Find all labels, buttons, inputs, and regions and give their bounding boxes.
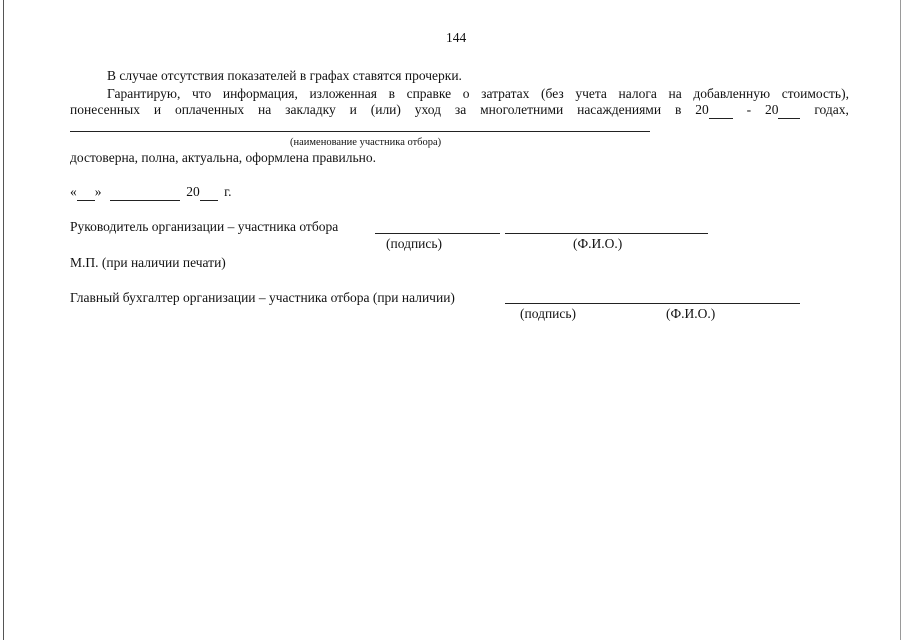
- head-name-caption: (Ф.И.О.): [573, 236, 623, 251]
- date-line: [70, 184, 232, 201]
- year-dash: -: [746, 102, 752, 117]
- year-from-blank[interactable]: [709, 102, 733, 119]
- reliability-statement: достоверна, полна, актуальна, оформлена правильно.: [70, 150, 377, 165]
- guarantee-word: на: [258, 102, 272, 117]
- guarantee-word: уход: [414, 102, 441, 117]
- year-to-field: [765, 102, 801, 119]
- guarantee-word: на: [668, 86, 682, 101]
- head-signature-caption: (подпись): [386, 236, 443, 251]
- year-to-prefix: 20: [764, 102, 779, 117]
- guarantee-word: и: [153, 102, 162, 117]
- accountant-signature-label: Главный бухгалтер организации – участника отбора (при наличии): [70, 290, 455, 305]
- head-signature-field[interactable]: [375, 233, 500, 234]
- accountant-signature-caption: (подпись): [520, 306, 577, 321]
- guarantee-word: учета: [575, 86, 607, 101]
- guarantee-word: понесенных: [70, 102, 140, 117]
- guarantee-word: информация,: [222, 86, 298, 101]
- guarantee-word: добавленную: [693, 86, 771, 101]
- guarantee-word: справке: [406, 86, 452, 101]
- date-day-blank[interactable]: [77, 184, 95, 201]
- date-year-prefix: 20: [186, 184, 200, 199]
- guarantee-word: и: [349, 102, 357, 117]
- participant-name-field[interactable]: [70, 131, 650, 132]
- guarantee-word: что: [191, 86, 212, 101]
- guarantee-word: насаждениями: [577, 102, 662, 117]
- years-word: годах,: [814, 102, 849, 117]
- head-signature-label: Руководитель организации – участника отбора: [70, 219, 339, 234]
- guarantee-line-1: [107, 86, 849, 102]
- guarantee-word: изложенная: [309, 86, 377, 101]
- year-from-field: [695, 102, 733, 119]
- page-right-edge: [900, 0, 901, 640]
- guarantee-word: налога: [618, 86, 657, 101]
- page-number: 144: [446, 30, 467, 45]
- year-to-blank[interactable]: [778, 102, 800, 119]
- guarantee-word: Гарантирую,: [107, 86, 181, 101]
- date-year-blank[interactable]: [200, 184, 218, 201]
- head-name-field[interactable]: [505, 233, 708, 234]
- guarantee-line-2: [70, 102, 849, 119]
- guarantee-word: стоимость),: [781, 86, 849, 101]
- guarantee-word: (без: [541, 86, 564, 101]
- accountant-name-caption: (Ф.И.О.): [666, 306, 716, 321]
- guarantee-word: закладку: [285, 102, 336, 117]
- participant-name-caption: (наименование участника отбора): [290, 137, 442, 148]
- year-from-prefix: 20: [695, 102, 709, 117]
- page-left-edge: [3, 0, 4, 640]
- guarantee-word: о: [462, 86, 470, 101]
- date-month-blank[interactable]: [110, 184, 180, 201]
- guarantee-word: многолетними: [480, 102, 564, 117]
- empty-cells-note: В случае отсутствия показателей в графах ставятся прочерки.: [107, 68, 462, 83]
- guarantee-word: в: [674, 102, 682, 117]
- date-open-quote: «: [70, 184, 77, 199]
- date-close-quote: »: [94, 184, 102, 199]
- date-year-suffix: г.: [224, 184, 232, 199]
- guarantee-word: (или): [370, 102, 401, 117]
- accountant-signature-field[interactable]: [505, 303, 800, 304]
- guarantee-word: оплаченных: [174, 102, 245, 117]
- guarantee-word: за: [454, 102, 467, 117]
- stamp-note: М.П. (при наличии печати): [70, 255, 226, 270]
- guarantee-word: затратах: [481, 86, 530, 101]
- guarantee-word: в: [388, 86, 395, 101]
